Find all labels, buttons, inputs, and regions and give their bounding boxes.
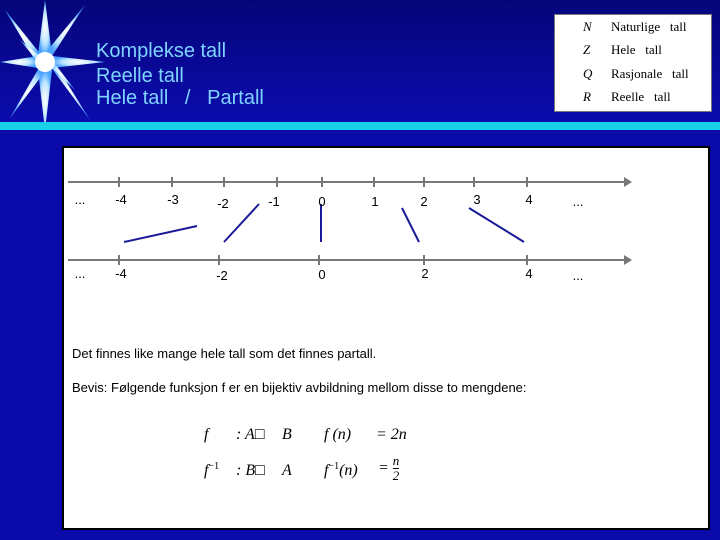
tick-label: 2 [421,266,429,281]
title-integers-even: Hele tall / Partall [96,87,264,109]
formula-inverse-rule: = $\frac{n}{2}$ [378,453,400,483]
content-panel [62,146,710,530]
formula-f: f [204,426,209,443]
tick-label: 3 [473,192,481,207]
statement-text: Det finnes like mange hele tall som det finnes partall. [72,346,377,361]
legend-row-natural [555,19,711,39]
tick-label: ... [572,194,584,209]
title-real-numbers: Reelle tall [96,65,184,87]
legend-row-real [555,89,711,109]
legend-label: Hele tall [611,42,662,57]
title-complex-numbers: Komplekse tall [96,40,227,62]
tick-label: -2 [217,196,229,211]
starburst-icon [0,0,110,130]
formula-finverse-n: $f^{-1}(n)$ [324,461,358,479]
tick-label: 4 [525,266,533,281]
legend-row-integers [555,42,711,62]
tick-label: 1 [371,194,379,209]
legend-label: Reelle tall [611,89,671,104]
tick-label: 0 [318,267,326,282]
tick-label: -3 [167,192,179,207]
legend-symbol: Z [583,42,591,57]
tick-label: ... [74,192,86,207]
tick-label: 4 [525,192,533,207]
legend-row-rational [555,66,711,86]
number-line-diagram [64,148,708,308]
tick-label: 0 [318,194,326,209]
formula-rule: = 2n [376,426,407,443]
integer-axis-arrow [624,177,632,187]
formula-finverse: $f^{-1}$ [204,461,220,479]
legend-label: Naturlige tall [611,19,687,34]
formula-codomain: B [282,426,292,443]
tick-label: ... [572,268,584,283]
proof-text: Bevis: Følgende funksjon f er en bijektiv avbildning mellom disse to mengdene: [72,380,527,395]
legend-label: Rasjonale tall [611,66,689,81]
formula-inverse-codomain: A [282,462,292,479]
formula-domain: : A□ [236,426,265,443]
formula-fn: f (n) [324,426,352,443]
number-set-legend [554,14,712,112]
legend-symbol: R [583,89,591,104]
tick-label: -1 [268,194,280,209]
fraction: $\frac{n}{2}$ [392,453,400,483]
tick-label: -4 [115,266,127,281]
legend-symbol: N [583,19,592,34]
even-axis-arrow [624,255,632,265]
formula-inverse-domain: : B□ [236,462,265,479]
accent-divider [0,122,720,130]
legend-symbol: Q [583,66,593,81]
tick-label: -4 [115,192,127,207]
tick-label: 2 [420,194,428,209]
tick-label: ... [74,266,86,281]
tick-label: -2 [216,268,228,283]
mapping-connectors [124,204,524,242]
